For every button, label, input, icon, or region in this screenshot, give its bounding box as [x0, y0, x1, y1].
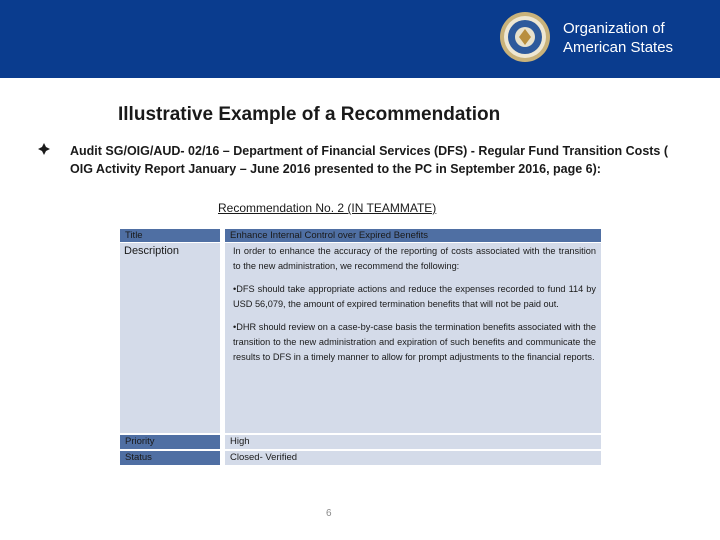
status-label: Status: [120, 451, 220, 465]
priority-label: Priority: [120, 435, 220, 449]
description-paragraph: •DHR should review on a case-by-case basis the termination benefits associated with the transition to the new administration and expiration of such benefits and communicate the results to DFS in a timely manner to allow for prompt adjustments to the financial reports.: [233, 322, 596, 362]
audit-reference-text: Audit SG/OIG/AUD- 02/16 – Department of Financial Services (DFS) - Regular Fund Transition Costs ( OIG Activity Report January – June 2016 presented to the PC in September 2016, page 6):: [70, 144, 669, 176]
page-number: 6: [326, 508, 332, 519]
title-label: Title: [120, 229, 220, 242]
priority-value: High: [225, 435, 601, 449]
slide-title: Illustrative Example of a Recommendation: [118, 104, 501, 125]
org-name-line1: Organization of: [563, 20, 665, 37]
description-paragraph: In order to enhance the accuracy of the reporting of costs associated with the transition to the new administration, we recommend the following:: [233, 246, 596, 271]
title-value: Enhance Internal Control over Expired Benefits: [225, 229, 601, 242]
org-name: [563, 19, 673, 57]
header-banner: [0, 0, 720, 78]
recommendation-title: Recommendation No. 2 (IN TEAMMATE): [218, 201, 437, 215]
oas-seal-icon: [499, 11, 551, 63]
org-name-line2: American States: [563, 39, 674, 56]
diamond-bullet-icon: [38, 143, 50, 155]
description-value: [225, 243, 601, 433]
description-paragraph: •DFS should take appropriate actions and reduce the expenses recorded to fund 114 by USD 56,079, the amount of expired termination benefits that will not be paid out.: [233, 284, 596, 309]
status-value: Closed- Verified: [225, 451, 601, 465]
description-label: Description: [120, 243, 220, 433]
